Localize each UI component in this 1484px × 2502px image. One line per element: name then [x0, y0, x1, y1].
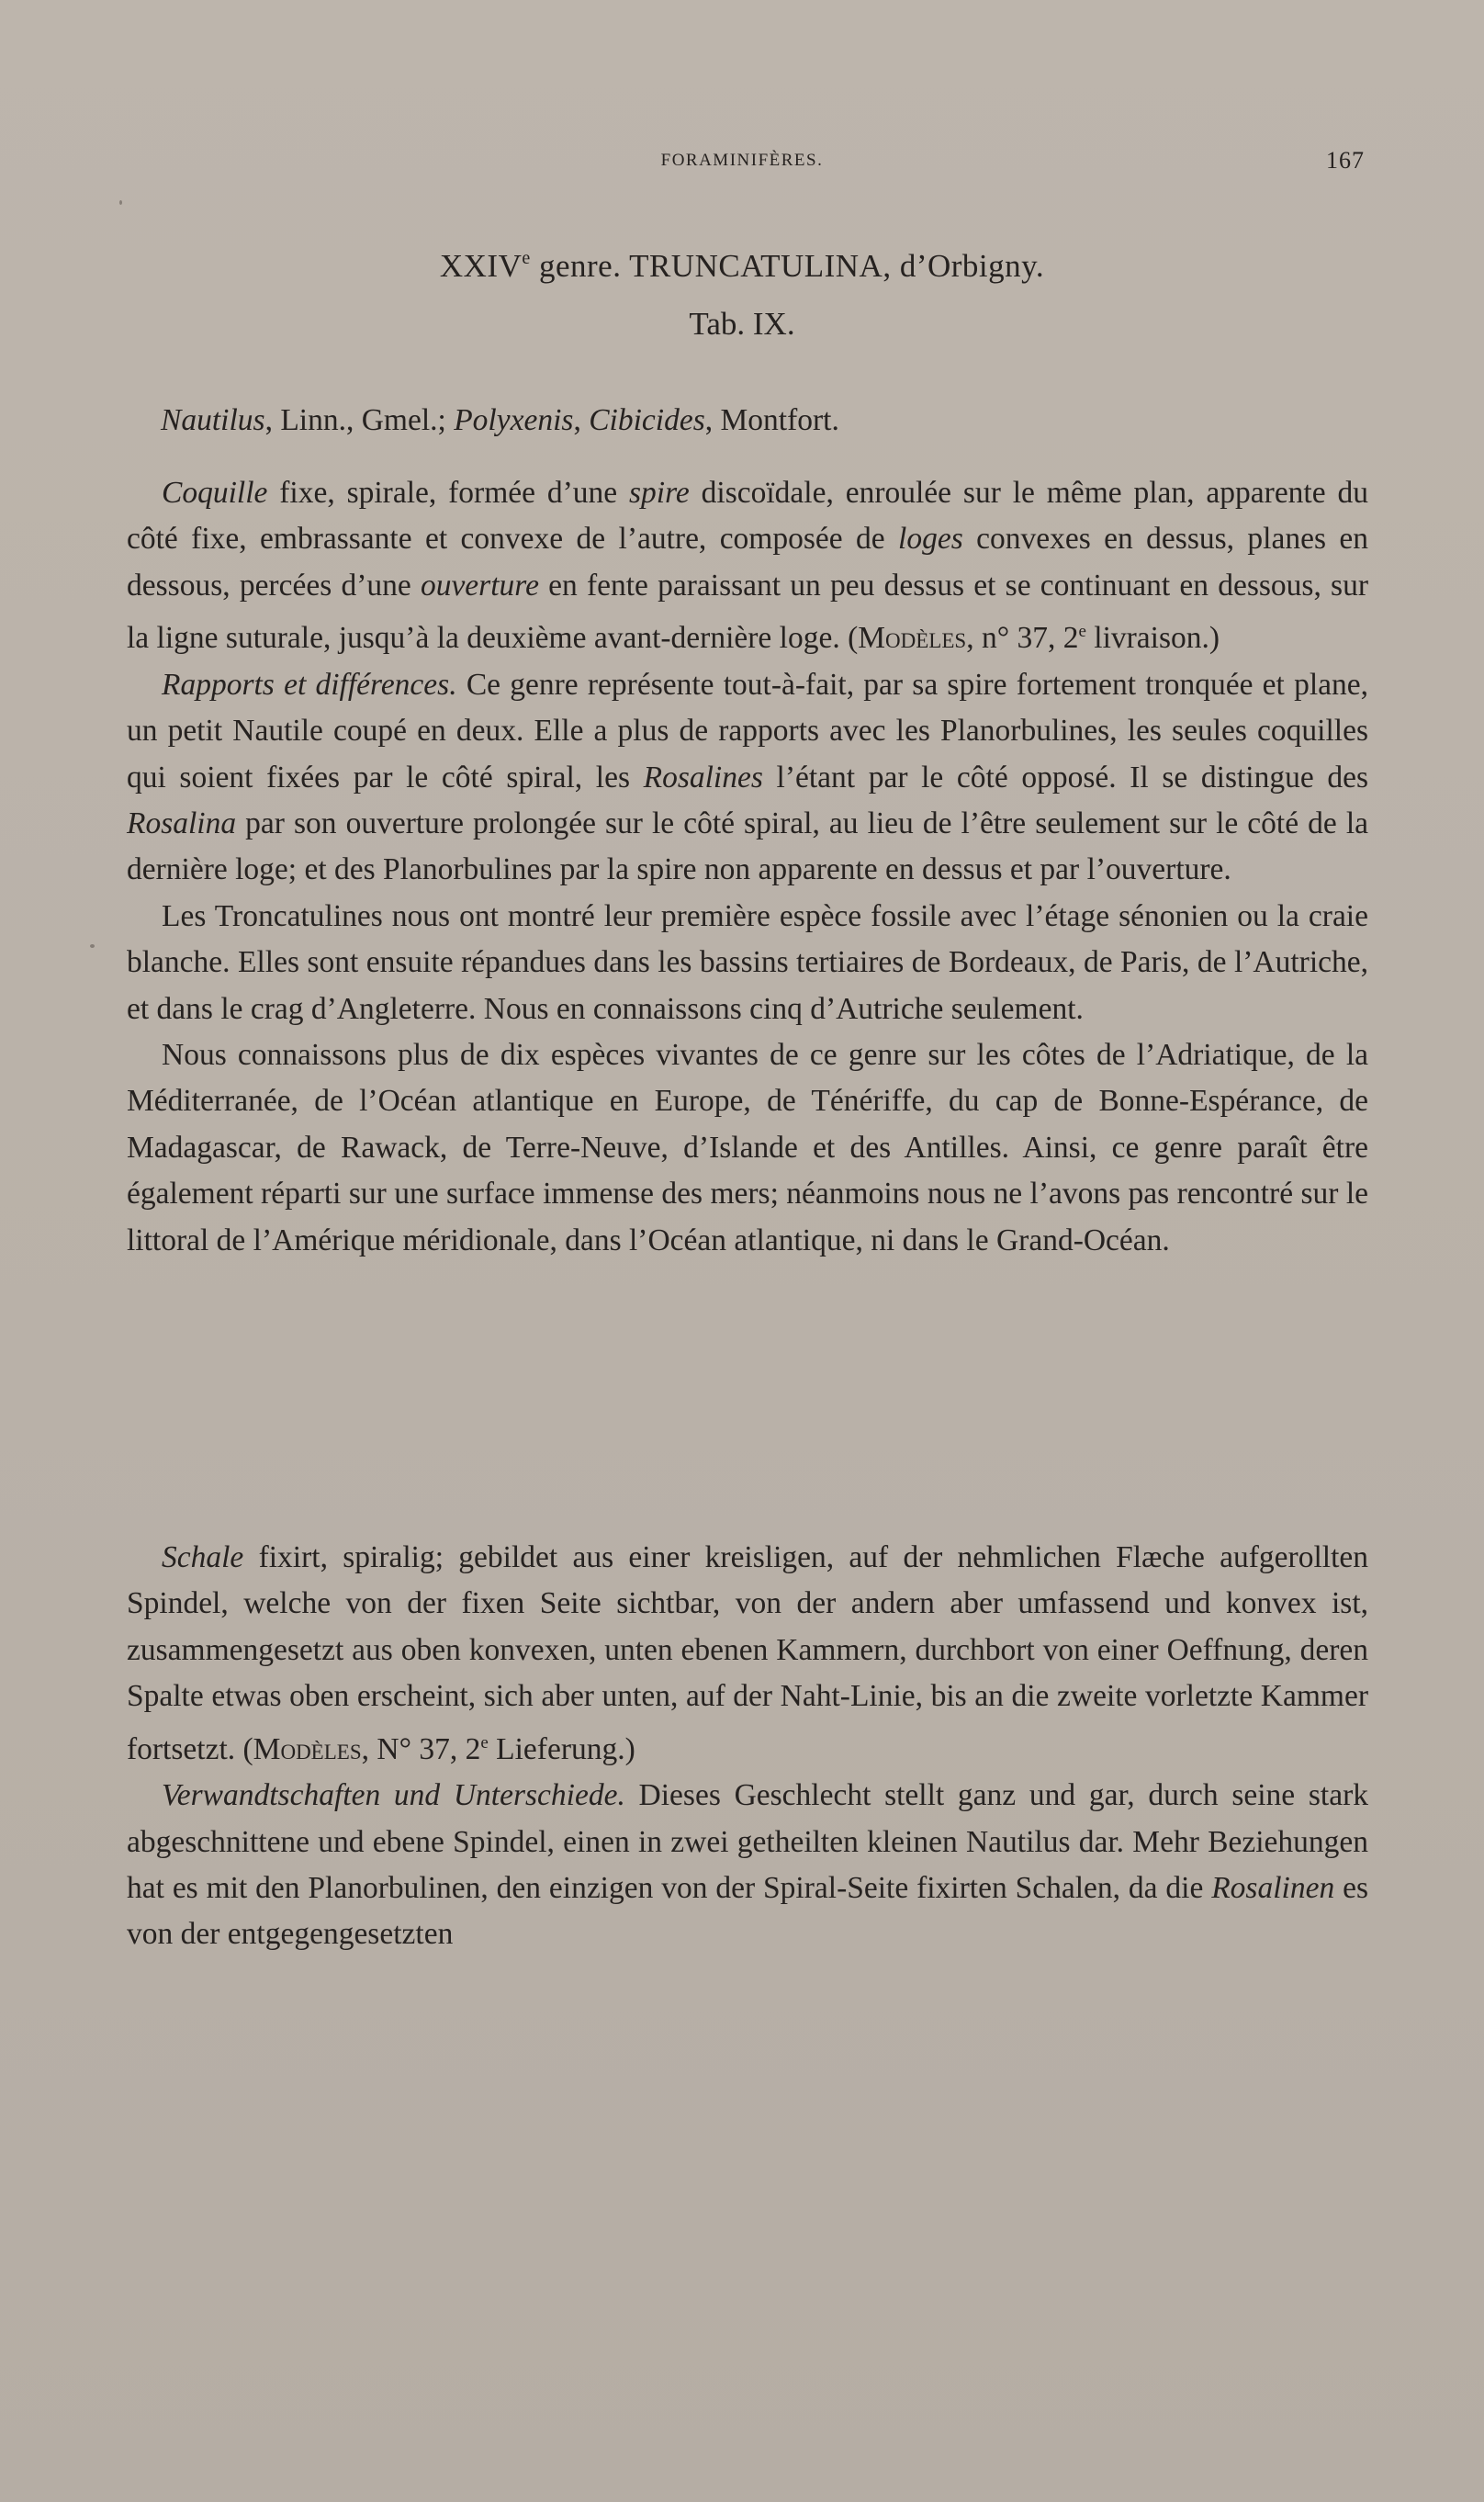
term-spire: spire — [629, 476, 690, 510]
synonym-authors: , Linn., Gmel.; — [264, 403, 455, 437]
term-rosalinen: Rosalinen — [1211, 1871, 1335, 1905]
superscript: e — [1078, 622, 1086, 642]
text-run: , N° 37, 2 — [361, 1731, 481, 1766]
text-run: l’étant par le côté opposé. Il se distingue des — [762, 760, 1368, 795]
ink-speck — [119, 200, 122, 205]
synonym-separator: , — [573, 403, 590, 437]
synonymy-line — [161, 398, 1355, 444]
text-run: discoïdale, enroulée sur le même plan, apparente du côté fixe, embrassante et convexe de l’autre, composée de — [127, 476, 1368, 557]
german-paragraph-shell — [127, 1535, 1368, 1773]
french-description — [127, 470, 1368, 1264]
text-run: , n° 37, 2 — [966, 621, 1079, 656]
synonym-montfort: , Montfort. — [704, 403, 839, 437]
genus-title-superscript: e — [522, 248, 531, 268]
genus-title-name: genre. TRUNCATULINA, d’Orbigny. — [530, 248, 1045, 284]
running-title: FORAMINIFÈRES. — [660, 151, 824, 170]
ink-speck — [90, 944, 95, 948]
text-run: convexes en dessus, planes en dessous, percées d’une — [127, 522, 1368, 603]
text-run: fixe, spirale, formée d’une — [267, 476, 630, 510]
running-head — [0, 147, 1484, 178]
term-modeles: Modèles — [858, 621, 967, 656]
section-heading-rapports: Rapports et différences. — [162, 667, 457, 702]
term-rosalina: Rosalina — [127, 806, 237, 840]
text-run: es von der entgegengesetzten — [127, 1871, 1368, 1952]
term-rosalines: Rosalines — [643, 760, 763, 795]
superscript: e — [480, 1732, 489, 1753]
term-schale: Schale — [162, 1540, 244, 1574]
text-run: livraison.) — [1085, 621, 1220, 656]
plate-reference: Tab. IX. — [689, 306, 795, 342]
french-paragraph-living-species: Nous connaissons plus de dix espèces vivantes de ce genre sur les côtes de l’Adriatique, de la Méditerranée, de l’Océan atlantique en Europe, de Ténériffe, du cap de Bonne-Espérance, de Madagascar, de Rawack, de Terre-Neuve, d’Islande et des Antilles. Ainsi, ce genre paraît être également réparti sur une surface immense des mers; néanmoins nous ne l’avons pas rencontré sur le littoral de l’Amérique méridionale, dans l’Océan atlantique, ni dans le Grand-Océan. — [127, 1038, 1368, 1257]
text-run: par son ouverture prolongée sur le côté spiral, au lieu de l’être seulement sur le côté de la dernière loge; et des Planorbulines par la spire non apparente en dessus et par l’ouverture. — [127, 806, 1368, 887]
term-ouverture: ouverture — [420, 568, 539, 603]
synonym-polyxenis: Polyxenis — [454, 403, 574, 437]
text-run: fixirt, spiralig; gebildet aus einer kreisligen, auf der nehmlichen Flæche aufgerollten Spindel, welche von der fixen Seite sichtbar, von der andern aber umfassend und konvex ist, zusammengesetzt aus oben konvexen, unten ebenen Kammern, durchbort von einer Oeffnung, deren Spalte etwas oben erscheint, sich aber unten, auf der Naht-Linie, bis an die zweite vorletzte Kammer fortsetzt. ( — [127, 1540, 1368, 1766]
term-modeles: Modèles — [253, 1731, 362, 1766]
french-paragraph-fossils: Les Troncatulines nous ont montré leur première espèce fossile avec l’étage sénonien ou la craie blanche. Elles sont ensuite répandues dans les bassins tertiaires de Bordeaux, de Paris, de l’Autriche, et dans le crag d’Angleterre. Nous en connaissons cinq d’Autriche seulement. — [127, 898, 1368, 1026]
genus-title-number: XXIV — [439, 248, 523, 284]
term-coquille: Coquille — [162, 476, 268, 510]
text-run: Dieses Geschlecht stellt ganz und gar, durch seine stark abgeschnittene und ebene Spindel, einen in zwei getheilten kleinen Nautilus dar. Mehr Beziehungen hat es mit den Planorbulinen, den einzigen von der Spiral-Seite fixirten Schalen, da die — [127, 1778, 1368, 1905]
section-heading-verwandtschaften: Verwandtschaften und Unterschiede. — [162, 1778, 625, 1813]
synonym-nautilus: Nautilus — [161, 403, 265, 437]
term-loges: loges — [898, 522, 963, 557]
french-paragraph-relations — [127, 662, 1368, 894]
german-description — [127, 1535, 1368, 1958]
page-number: 167 — [1326, 147, 1365, 174]
synonym-cibicides: Cibicides — [589, 403, 705, 437]
text-run: Ce genre représente tout-à-fait, par sa spire fortement tronquée et plane, un petit Nautile coupé en deux. Elle a plus de rapports avec les Planorbulines, les seules coquilles qui soient fixées par le côté spiral, les — [127, 667, 1368, 795]
text-run: en fente paraissant un peu dessus et se continuant en dessous, sur la ligne suturale, jusqu’à la deuxième avant-dernière loge. ( — [127, 568, 1368, 656]
genus-title — [0, 248, 1484, 285]
text-run: Lieferung.) — [488, 1731, 635, 1766]
german-paragraph-relations — [127, 1773, 1368, 1958]
french-paragraph-shell — [127, 470, 1368, 662]
